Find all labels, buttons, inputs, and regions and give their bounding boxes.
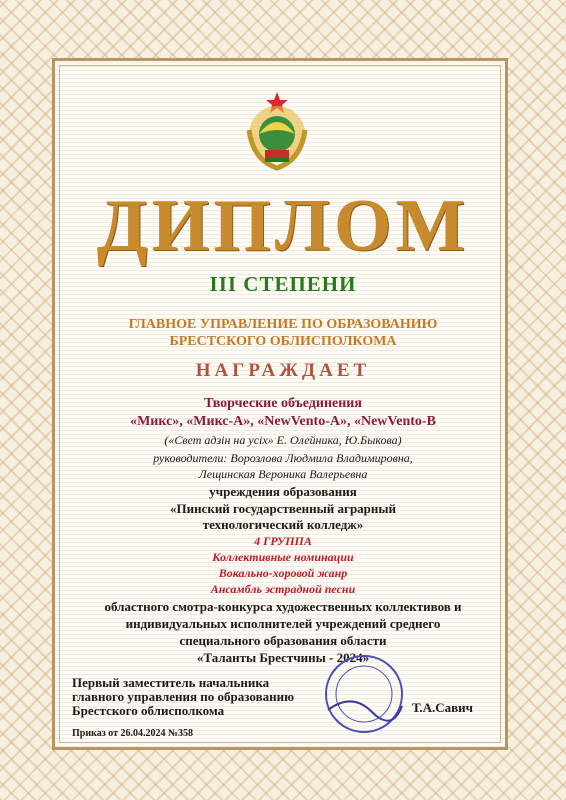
contest-line-2: индивидуальных исполнителей учреждений среднего bbox=[125, 616, 441, 631]
nomination-line-1: Коллективные номинации bbox=[212, 550, 354, 564]
order-reference: Приказ от 26.04.2024 №358 bbox=[72, 728, 194, 739]
group-label: 4 ГРУППА bbox=[254, 534, 312, 548]
nomination-line-3: Ансамбль эстрадной песни bbox=[210, 582, 356, 596]
org-line-1: ГЛАВНОЕ УПРАВЛЕНИЕ ПО ОБРАЗОВАНИЮ bbox=[128, 317, 438, 332]
institution-line-2: «Пинский государственный аграрный bbox=[169, 501, 397, 516]
institution-line-1: учреждения образования bbox=[209, 484, 357, 499]
institution-line-3: технологический колледж» bbox=[202, 517, 364, 532]
recipient-line-3: («Свет адзін на усіх» Е. Олейника, Ю.Быкова) bbox=[164, 433, 402, 447]
recipient-line-1: Творческие объединения bbox=[204, 396, 362, 411]
org-line-2: БРЕСТСКОГО ОБЛИСПОЛКОМА bbox=[169, 334, 397, 349]
awards-heading: НАГРАЖДАЕТ bbox=[195, 360, 371, 381]
sign-line-3: Брестского облисполкома bbox=[72, 703, 225, 718]
nomination-line-2: Вокально-хоровой жанр bbox=[218, 566, 348, 580]
official-stamp-icon bbox=[322, 652, 406, 736]
signatory-title bbox=[72, 676, 294, 718]
sign-line-1: Первый заместитель начальника bbox=[72, 675, 270, 690]
diploma-degree: III СТЕПЕНИ bbox=[209, 272, 357, 296]
diploma-title: ДИПЛОМ bbox=[96, 185, 470, 267]
contest-line-3: специального образования области bbox=[179, 633, 387, 648]
contest-line-1: областного смотра-конкурса художественных коллективов и bbox=[104, 599, 462, 614]
state-emblem-icon bbox=[235, 90, 319, 174]
leaders-line-1: руководители: Ворозлова Людмила Владимировна, bbox=[153, 451, 413, 465]
recipient-line-2: «Микс», «Микс-А», «NewVento-A», «NewVento-B bbox=[130, 414, 436, 429]
signer-name: Т.А.Савич bbox=[412, 700, 473, 715]
sign-line-2: главного управления по образованию bbox=[72, 689, 295, 704]
contest-line-4: «Таланты Брестчины - 2024» bbox=[196, 650, 370, 665]
leaders-line-2: Лещинская Вероника Валерьевна bbox=[198, 467, 368, 481]
issuing-organization bbox=[0, 316, 566, 350]
